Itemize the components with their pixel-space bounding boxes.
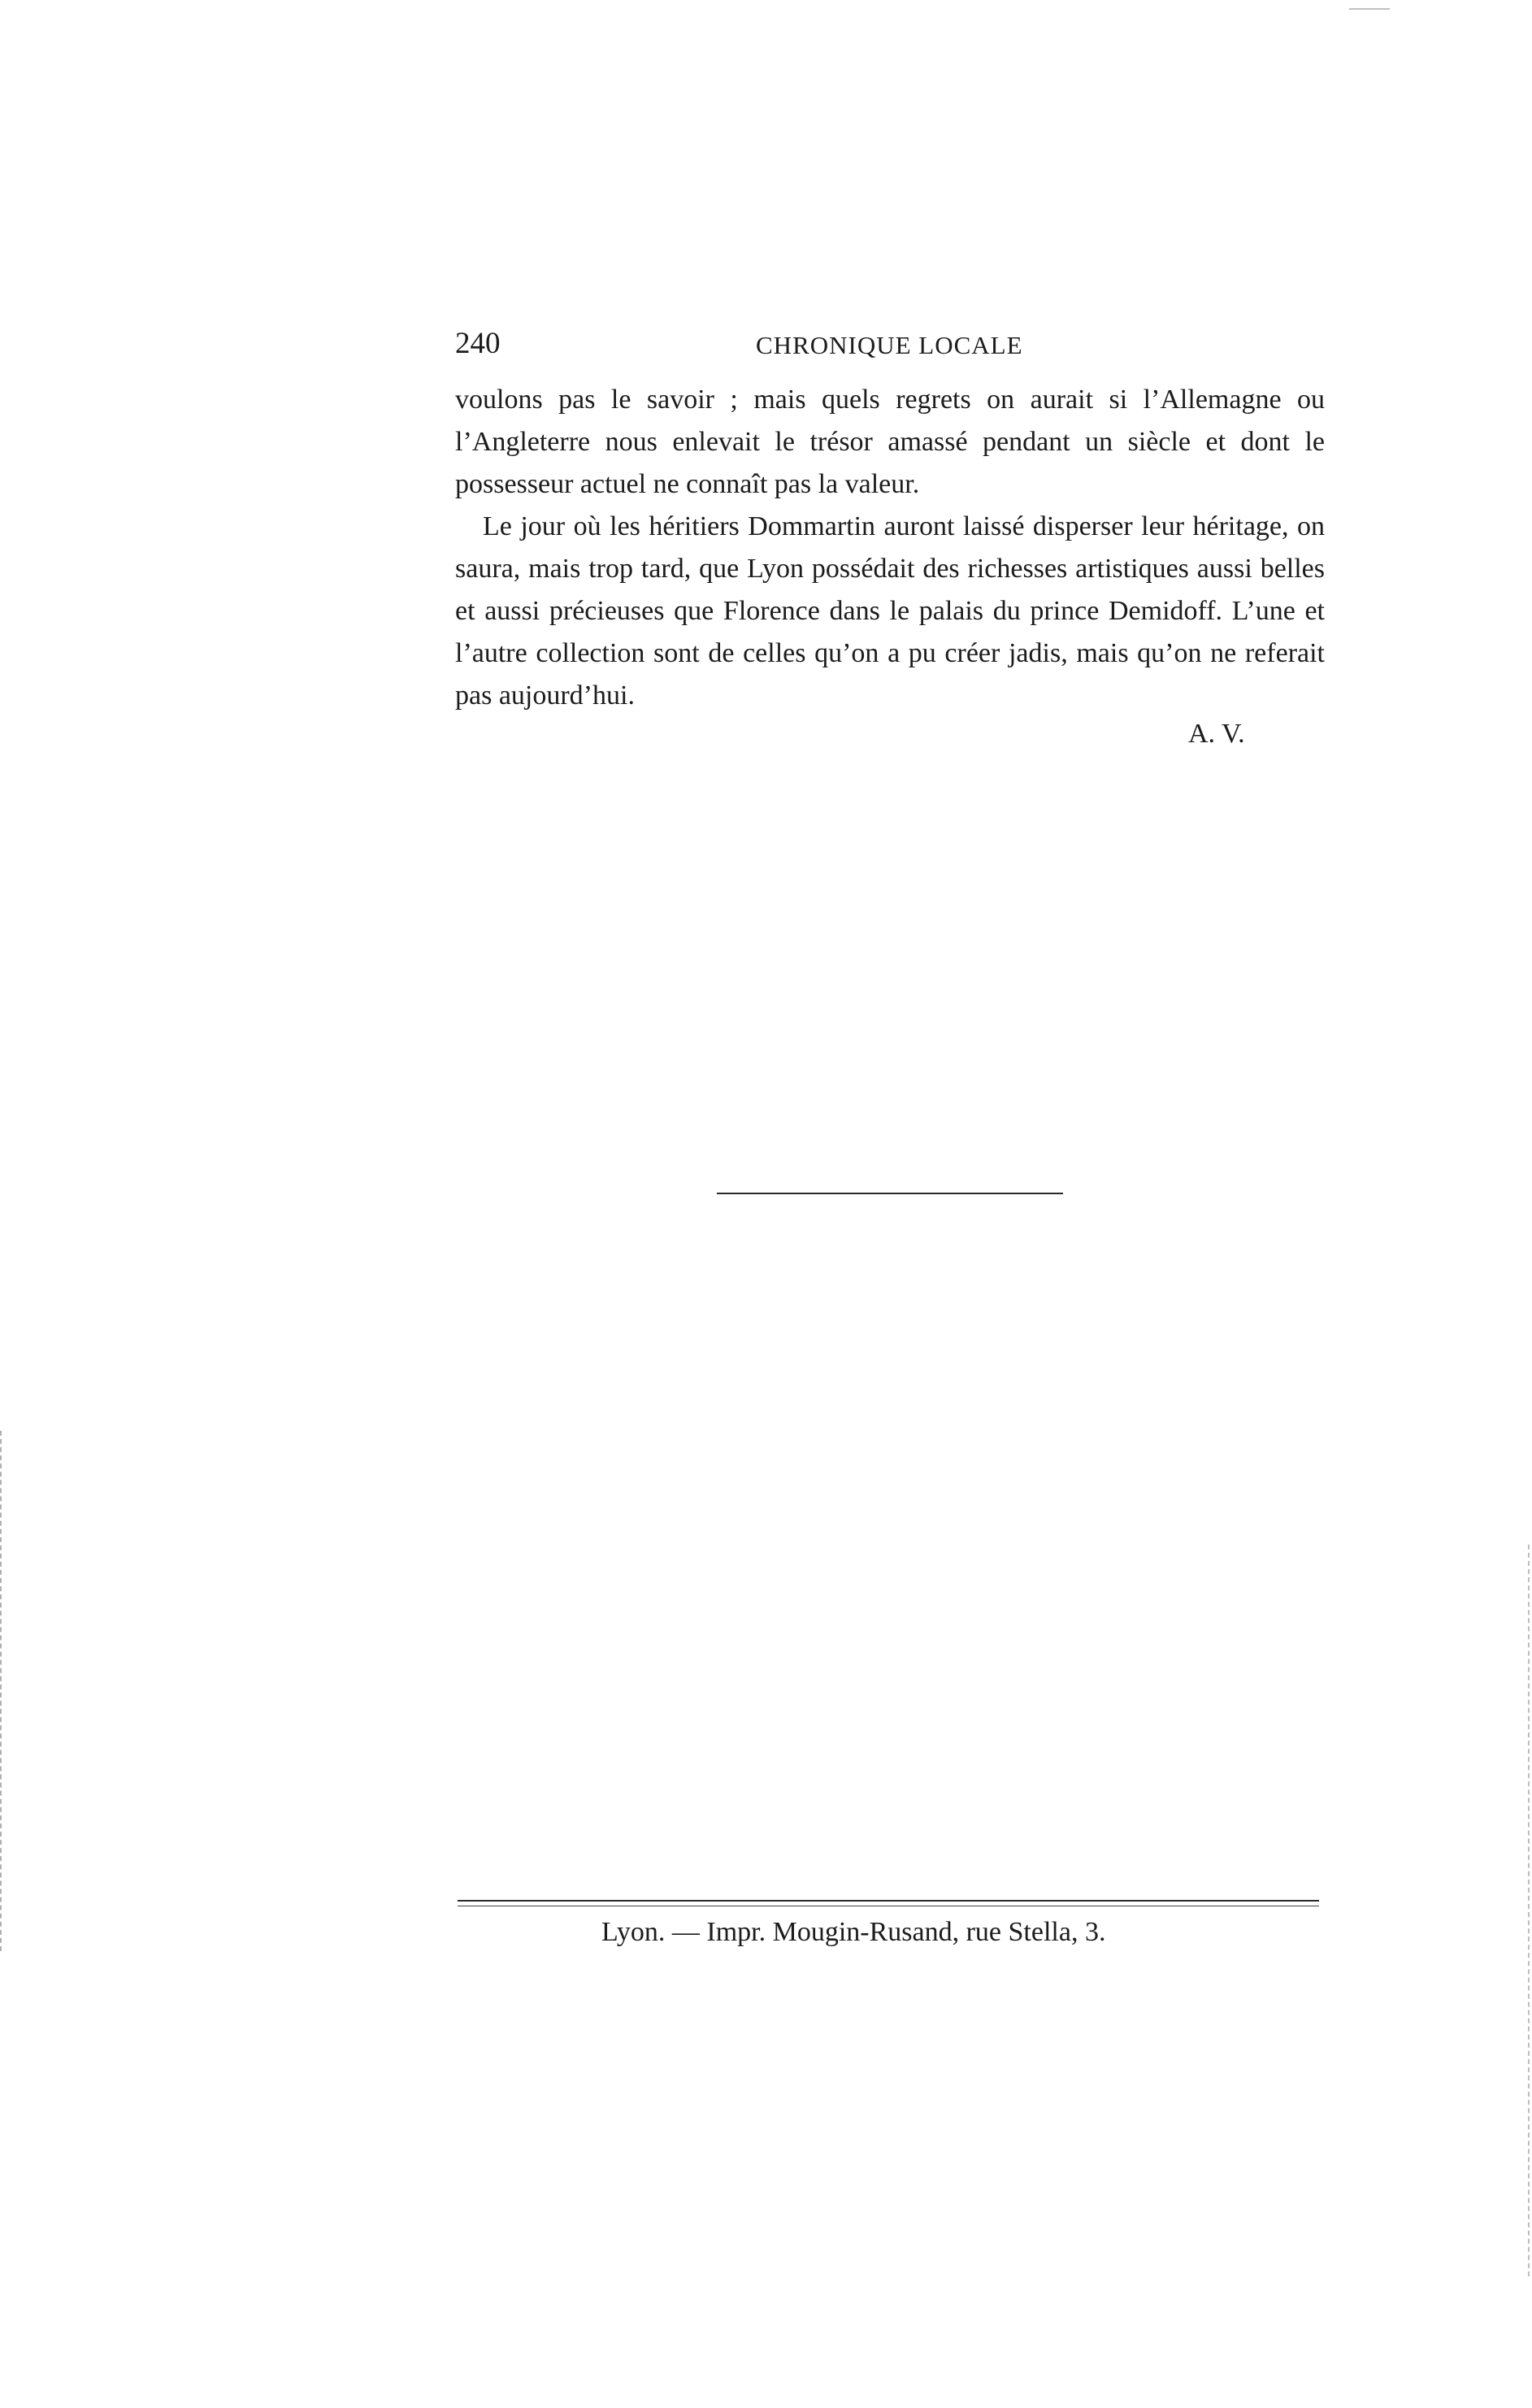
- scan-artifact: [1349, 8, 1390, 10]
- scan-artifact: [1528, 1545, 1531, 2276]
- section-divider: [717, 1193, 1063, 1194]
- author-signature: A. V.: [1188, 719, 1245, 749]
- paragraph: Le jour où les héritiers Dommartin auront laissé disperser leur héritage, on saura, mais trop tard, que Lyon possédait des richesses artistiques aussi belles et aussi précieuses que Florence dans le palais du prince Demidoff. L’une et l’autre collection sont de celles qu’on a pu créer jadis, mais qu’on ne referait pas aujourd’hui.: [455, 511, 1325, 711]
- paragraph: voulons pas le savoir ; mais quels regrets on aurait si l’Allemagne ou l’Angleterre nous enlevait le trésor amassé pendant un siècle et dont le possesseur actuel ne connaît pas la valeur.: [455, 385, 1325, 499]
- article-body: [455, 379, 1325, 717]
- footer-divider: [458, 1900, 1319, 1902]
- printer-imprint: Lyon. — Impr. Mougin-Rusand, rue Stella, 3.: [601, 1917, 1106, 1947]
- running-title: CHRONIQUE LOCALE: [756, 331, 1023, 359]
- page-number: 240: [455, 327, 501, 360]
- scan-artifact: [0, 1431, 3, 1951]
